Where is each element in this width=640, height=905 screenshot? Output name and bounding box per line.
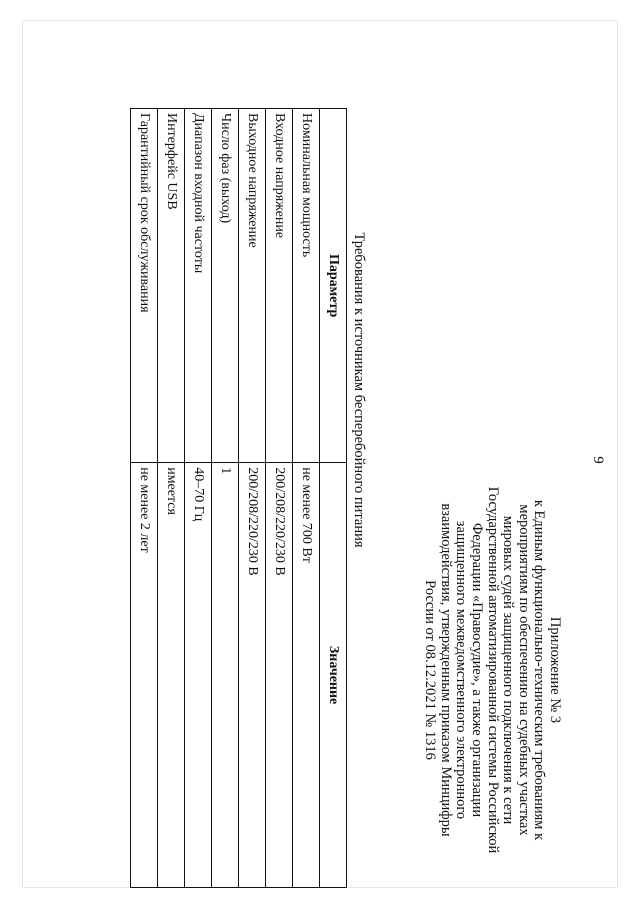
parameter-cell: Входное напряжение xyxy=(266,109,293,463)
table-header-row xyxy=(320,109,347,888)
appendix-line: мировых судей защищенного подключения к сети xyxy=(500,515,517,825)
value-cell: 200/208/220/230 В xyxy=(239,463,266,888)
table-title: Требования к источникам бесперебойного питания xyxy=(351,232,367,548)
parameter-cell: Число фаз (выход) xyxy=(212,109,239,463)
parameter-cell: Диапазон входной частоты xyxy=(185,109,212,463)
page-number: 9 xyxy=(590,456,606,464)
appendix-line: Государственной автоматизированной системы Российской xyxy=(484,486,501,854)
table-row xyxy=(131,109,158,888)
appendix-title: Приложение № 3 xyxy=(547,616,563,724)
header-value: Значение xyxy=(320,463,347,888)
table-row xyxy=(158,109,185,888)
table-row xyxy=(239,109,266,888)
header-parameter: Параметр xyxy=(320,109,347,463)
appendix-line: взаимодействия, утвержденным приказом Минцифры xyxy=(437,503,454,837)
parameter-cell: Интерфейс USB xyxy=(158,109,185,463)
table-row xyxy=(185,109,212,888)
value-cell: не менее 700 Вт xyxy=(293,463,320,888)
appendix-header xyxy=(422,460,562,880)
value-cell: имеется xyxy=(158,463,185,888)
value-cell: 1 xyxy=(212,463,239,888)
table-row xyxy=(293,109,320,888)
value-cell: не менее 2 лет xyxy=(131,463,158,888)
parameter-cell: Выходное напряжение xyxy=(239,109,266,463)
parameter-cell: Гарантийный срок обслуживания xyxy=(131,109,158,463)
appendix-line: защищенного межведомственного электронного xyxy=(453,520,470,820)
appendix-line: к Единым функционально-техническим требованиям к xyxy=(531,499,548,841)
appendix-line: России от 08.12.2021 № 1316 xyxy=(422,580,439,760)
requirements-table xyxy=(130,108,347,888)
appendix-line: мероприятиям по обеспечению на судебных участках xyxy=(515,504,532,836)
value-cell: 40–70 Гц xyxy=(185,463,212,888)
value-cell: 200/208/220/230 В xyxy=(266,463,293,888)
table-row xyxy=(266,109,293,888)
parameter-cell: Номинальная мощность xyxy=(293,109,320,463)
rotated-page xyxy=(22,20,618,888)
table-row xyxy=(212,109,239,888)
appendix-line: Федерации «Правосудие», а также организации xyxy=(469,522,486,818)
